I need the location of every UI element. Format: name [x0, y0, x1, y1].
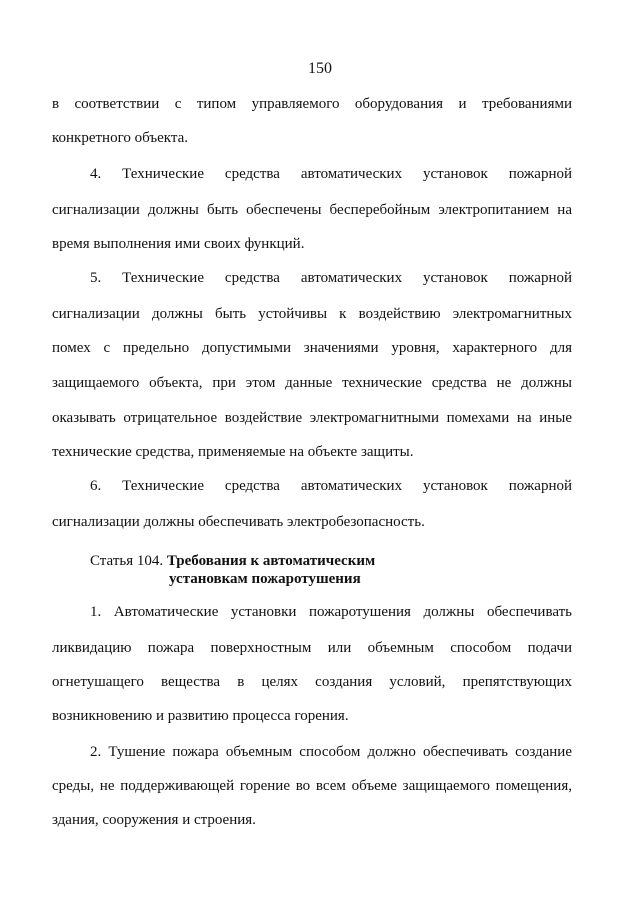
text-line: сигнализации должны быть обеспечены бесперебойным электропитанием на: [52, 202, 572, 218]
text-line: 5. Технические средства автоматических установок пожарной: [90, 270, 572, 286]
text-line: защищаемого объекта, при этом данные технические средства не должны: [52, 375, 572, 391]
text-line: сигнализации должны быть устойчивы к воздействию электромагнитных: [52, 306, 572, 322]
text-line: 1. Автоматические установки пожаротушения должны обеспечивать: [90, 604, 572, 620]
text-line: 4. Технические средства автоматических установок пожарной: [90, 166, 572, 182]
text-line: 2. Тушение пожара объемным способом должно обеспечивать создание: [90, 744, 572, 760]
text-line: ликвидацию пожара поверхностным или объемным способом подачи: [52, 640, 572, 656]
text-line: возникновению и развитию процесса горения.: [52, 708, 349, 724]
text-line: среды, не поддерживающей горение во всем объеме защищаемого помещения,: [52, 778, 572, 794]
article-label: Статья 104.: [90, 553, 164, 569]
text-line: помех с предельно допустимыми значениями уровня, характерного для: [52, 340, 572, 356]
text-line: здания, сооружения и строения.: [52, 812, 256, 828]
article-title: Требования к автоматическим: [166, 553, 376, 569]
text-line: сигнализации должны обеспечивать электробезопасность.: [52, 514, 425, 530]
text-line: технические средства, применяемые на объекте защиты.: [52, 444, 414, 460]
text-line: время выполнения ими своих функций.: [52, 236, 305, 252]
text-line: 6. Технические средства автоматических установок пожарной: [90, 478, 572, 494]
text-line: оказывать отрицательное воздействие электромагнитными помехами на иные: [52, 410, 572, 426]
text-line: огнетушащего вещества в целях создания условий, препятствующих: [52, 674, 572, 690]
article-heading: [90, 552, 490, 570]
text-line: в соответствии с типом управляемого оборудования и требованиями: [52, 96, 572, 112]
page-number: 150: [308, 60, 332, 77]
article-title-continued: установкам пожаротушения: [169, 571, 361, 587]
text-line: конкретного объекта.: [52, 130, 189, 146]
